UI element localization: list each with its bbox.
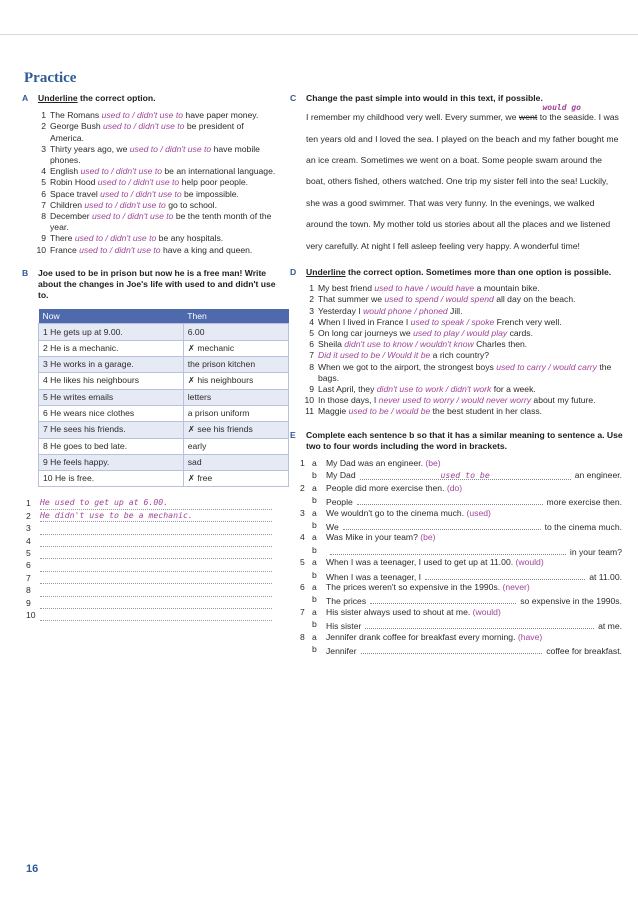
section-b-instruction — [22, 268, 276, 302]
sentence-b[interactable] — [290, 520, 623, 532]
section-letter: D — [290, 267, 297, 278]
item-number: 1 — [41, 110, 46, 121]
item-text: a rich country? — [430, 350, 490, 361]
option-choice: used to / didn't use to — [79, 244, 161, 255]
item-text: There — [50, 233, 75, 244]
list-item — [22, 245, 276, 256]
option-choice: Did it used to be / Would it be — [318, 350, 431, 361]
item-number: 7 — [309, 350, 314, 361]
item-text: Sheila — [318, 339, 345, 350]
item-number: 7 — [300, 606, 305, 617]
item-text: On long car journeys we — [318, 328, 414, 339]
sentence-b-start: Jennifer — [326, 645, 357, 656]
sentence-b[interactable] — [290, 594, 623, 606]
sentence-text — [326, 532, 436, 542]
item-text: When we got to the airport, the strongest boys — [318, 361, 497, 372]
sentence-a-text: The prices weren't so expensive in the 1990s. — [326, 582, 501, 592]
sentence-text — [326, 508, 491, 518]
item-text: Children — [50, 199, 85, 210]
page-number: 16 — [26, 863, 39, 875]
then-cell: ✗ see his friends — [183, 422, 288, 438]
option-choice: used to / didn't use to — [97, 177, 180, 188]
sentence-a-text: We wouldn't go to the cinema much. — [326, 507, 465, 518]
list-item — [290, 384, 623, 395]
sentence-a — [290, 508, 623, 520]
list-item — [290, 395, 623, 406]
table-row — [39, 340, 289, 356]
answer-number: 1 — [26, 498, 31, 509]
sentence-text — [326, 619, 622, 632]
item-text: be any hospitals. — [156, 233, 224, 244]
sentence-b[interactable] — [290, 619, 623, 631]
list-item — [22, 200, 276, 211]
now-then-table — [38, 309, 289, 487]
item-text: be impossible. — [181, 188, 239, 199]
item-text: go to school. — [165, 199, 217, 210]
item-text: Yesterday I — [318, 305, 364, 316]
list-item — [22, 211, 276, 233]
answer-gap[interactable] — [357, 495, 543, 505]
dotted-line — [40, 608, 272, 609]
label-b: b — [312, 495, 317, 506]
sentence-text — [326, 632, 542, 642]
label-b: b — [312, 619, 317, 630]
answer-line[interactable] — [26, 585, 276, 597]
table-row — [39, 324, 289, 340]
then-cell: a prison uniform — [183, 405, 288, 421]
answer-number: 9 — [26, 597, 31, 608]
dotted-line — [40, 583, 272, 584]
option-choice: used to carry / would carry — [496, 361, 597, 372]
sentence-a — [290, 582, 623, 594]
dotted-line — [40, 571, 272, 572]
answer-line[interactable] — [26, 536, 276, 548]
answer-number: 8 — [26, 585, 31, 596]
label-b: b — [312, 594, 317, 605]
section-d-items — [290, 283, 623, 417]
item-number: 6 — [300, 582, 305, 592]
sentence-b-start: When I was a teenager, I — [326, 571, 422, 582]
section-c-instruction — [290, 93, 623, 112]
sentence-text — [326, 458, 441, 468]
now-cell: 9 He feels happy. — [39, 454, 184, 470]
sentence-b-end: at 11.00. — [589, 571, 622, 582]
section-a-instruction — [22, 93, 276, 104]
then-cell: sad — [183, 454, 288, 470]
answer-line[interactable] — [26, 610, 276, 622]
list-item — [290, 350, 623, 361]
answer-line[interactable] — [26, 498, 276, 510]
item-text: Robin Hood — [50, 177, 98, 188]
item-text: George Bush — [50, 121, 104, 132]
then-cell: 6.00 — [183, 324, 288, 340]
sentence-a — [290, 483, 623, 495]
item-text: help poor people. — [179, 177, 249, 188]
sentence-a — [290, 607, 623, 619]
item-text: be the tenth month of the year. — [50, 211, 272, 233]
option-choice: didn't use to work / didn't work — [376, 384, 492, 395]
text-part: I remember my childhood very well. Every summer, we — [306, 112, 519, 123]
item-number: 6 — [309, 339, 314, 350]
list-item — [290, 283, 623, 294]
item-text: be an international language. — [162, 166, 276, 177]
then-cell: ✗ mechanic — [183, 340, 288, 356]
item-number: 2 — [300, 482, 305, 493]
list-item — [22, 177, 276, 188]
label-a: a — [312, 631, 317, 642]
label-b: b — [312, 544, 317, 555]
bracket-word: (would) — [515, 557, 544, 568]
then-cell: early — [183, 438, 288, 454]
answer-line[interactable] — [26, 548, 276, 560]
label-b: b — [312, 643, 317, 654]
item-number: 4 — [309, 316, 314, 327]
item-number: 2 — [41, 121, 46, 132]
label-b: b — [312, 470, 317, 481]
instruction-text: the correct option. — [77, 93, 156, 103]
table-row — [39, 471, 289, 487]
bracket-word: (used) — [466, 507, 491, 518]
item-text: for a week. — [491, 384, 536, 395]
item-text: have mobile phones. — [50, 143, 260, 166]
section-d-instruction — [290, 267, 623, 278]
list-item — [22, 121, 276, 143]
label-a: a — [312, 557, 317, 568]
list-item — [22, 166, 276, 177]
option-choice: didn't use to know / wouldn't know — [344, 339, 474, 350]
sentence-b-start: We — [326, 522, 339, 533]
table-row — [39, 373, 289, 389]
item-number: 10 — [304, 395, 314, 406]
sentence-a — [290, 532, 623, 544]
sentence-text — [326, 582, 530, 592]
item-number: 1 — [309, 283, 314, 294]
table-row — [39, 438, 289, 454]
now-cell: 5 He writes emails — [39, 389, 184, 405]
item-text: a mountain bike. — [474, 283, 540, 294]
sentence-b-start: The prices — [326, 596, 367, 607]
item-number: 2 — [309, 294, 314, 305]
item-number: 8 — [300, 631, 305, 642]
sentence-b[interactable] — [290, 570, 623, 582]
bracket-word: (be) — [420, 532, 436, 543]
bracket-word: (never) — [502, 582, 530, 592]
label-a: a — [312, 532, 317, 543]
sentence-b-end: an engineer. — [574, 470, 622, 481]
dotted-line — [40, 558, 272, 559]
option-choice: used to play / would play — [413, 328, 508, 339]
list-item — [290, 317, 623, 328]
item-text: That summer we — [318, 294, 385, 305]
item-text: The Romans — [50, 110, 102, 121]
instruction-text: Complete each sentence b so that it has a similar meaning to sentence a. Use two to four words including the word in brackets. — [306, 429, 623, 451]
then-cell: ✗ his neighbours — [183, 373, 288, 389]
answer-line[interactable] — [26, 598, 276, 610]
item-number: 9 — [309, 384, 314, 395]
right-column — [290, 93, 623, 656]
label-b: b — [312, 520, 317, 531]
handwritten-answer: He used to get up at 6.00. — [40, 497, 169, 508]
sentence-text — [326, 594, 622, 607]
now-cell: 3 He works in a garage. — [39, 357, 184, 373]
sentence-a — [290, 632, 623, 644]
col-header-then: Then — [183, 309, 288, 324]
list-item — [290, 306, 623, 317]
page-title: Practice — [24, 70, 77, 86]
instruction-underline-word: Underline — [38, 93, 78, 103]
answer-line[interactable] — [26, 573, 276, 585]
item-text: My best friend — [318, 283, 375, 294]
list-item — [22, 144, 276, 166]
now-cell: 8 He goes to bed late. — [39, 438, 184, 454]
dotted-line — [40, 534, 272, 535]
item-number: 5 — [309, 328, 314, 339]
sentence-a — [290, 557, 623, 569]
item-text: be president of America. — [50, 121, 244, 143]
item-text: the bags. — [318, 361, 612, 383]
sentence-b-start: His sister — [326, 621, 362, 632]
table-row — [39, 389, 289, 405]
answer-line[interactable] — [26, 511, 276, 523]
label-a: a — [312, 582, 317, 592]
sentence-text — [326, 644, 622, 657]
item-number: 9 — [41, 233, 46, 244]
now-cell: 10 He is free. — [39, 471, 184, 487]
item-number: 6 — [41, 188, 46, 199]
list-item — [290, 406, 623, 417]
item-text: about my future. — [531, 395, 596, 406]
now-cell: 6 He wears nice clothes — [39, 405, 184, 421]
sentence-text — [326, 483, 462, 493]
sentence-text — [326, 570, 622, 583]
list-item — [290, 294, 623, 305]
handwritten-answer: He didn't use to be a mechanic. — [40, 509, 193, 520]
section-letter: A — [22, 93, 29, 103]
sentence-text — [326, 557, 544, 567]
sentence-text — [326, 607, 501, 617]
sentence-text — [326, 470, 622, 481]
option-choice: used to / didn't use to — [80, 166, 163, 177]
item-text: Space travel — [50, 188, 101, 199]
answer-line[interactable] — [26, 523, 276, 535]
instruction-text: Change the past simple into would in this text, if possible. — [306, 93, 543, 103]
item-number: 10 — [36, 244, 46, 255]
item-text: all day on the beach. — [493, 294, 576, 305]
now-cell: 1 He gets up at 9.00. — [39, 324, 184, 340]
top-rule — [0, 34, 638, 35]
section-a-items — [22, 110, 276, 256]
sentence-text — [326, 545, 622, 558]
then-cell: letters — [183, 389, 288, 405]
option-choice: used to / didn't use to — [129, 143, 212, 154]
table-row — [39, 357, 289, 373]
table-row — [39, 405, 289, 421]
answer-gap[interactable] — [330, 545, 566, 555]
struck-word: went — [518, 112, 538, 123]
option-choice: used to / didn't use to — [92, 211, 174, 222]
col-header-now: Now — [39, 309, 184, 324]
sentence-b-end: at me. — [598, 621, 622, 632]
option-choice: used to spend / would spend — [384, 294, 494, 305]
sentence-b[interactable] — [290, 495, 623, 507]
item-text: cards. — [507, 328, 533, 339]
option-choice: used to speak / spoke — [410, 316, 495, 327]
sentence-text — [326, 520, 622, 533]
sentence-b[interactable] — [290, 545, 623, 557]
then-cell: the prison kitchen — [183, 357, 288, 373]
sentence-a-text: My Dad was an engineer. — [326, 458, 423, 469]
option-choice: used to / didn't use to — [84, 199, 166, 210]
item-number: 5 — [300, 557, 305, 568]
item-number: 8 — [41, 211, 46, 222]
item-text: France — [50, 244, 80, 255]
item-text: Jill. — [447, 305, 463, 316]
list-item — [290, 339, 623, 350]
answer-gap[interactable] — [370, 594, 516, 604]
item-text: Last April, they — [318, 384, 377, 395]
bracket-word: (would) — [472, 606, 501, 617]
instruction-text: the correct option. Sometimes more than one option is possible. — [345, 267, 612, 278]
item-text: December — [50, 211, 93, 222]
answer-number: 6 — [26, 560, 31, 571]
list-item — [22, 189, 276, 200]
item-text: have paper money. — [183, 110, 259, 121]
sentence-b-start: My Dad — [326, 470, 356, 481]
sentence-text — [326, 495, 622, 508]
sentence-b-end: more exercise then. — [546, 497, 622, 508]
answer-gap[interactable] — [425, 570, 585, 580]
option-choice: used to / didn't use to — [100, 188, 182, 199]
answer-number: 4 — [26, 535, 31, 546]
option-choice: used to / didn't use to — [103, 121, 185, 132]
bracket-word: (be) — [425, 458, 441, 469]
answer-lines — [22, 498, 276, 622]
item-number: 3 — [309, 305, 314, 316]
item-text: French very well. — [494, 316, 562, 327]
handwritten-correction: would go — [542, 103, 581, 112]
label-a: a — [312, 507, 317, 518]
answer-gap[interactable] — [365, 619, 594, 629]
answer-line[interactable] — [26, 560, 276, 572]
sentence-a-text: Jennifer drank coffee for breakfast every morning. — [326, 631, 516, 642]
childhood-text — [290, 107, 623, 257]
label-a: a — [312, 606, 317, 617]
item-number: 4 — [300, 532, 305, 543]
answer-number: 10 — [26, 609, 36, 620]
item-text: Charles then. — [473, 339, 528, 350]
sentence-a-text: His sister always used to shout at me. — [326, 606, 471, 617]
sentence-b-end: in your team? — [569, 546, 622, 557]
item-text: Thirty years ago, we — [50, 143, 130, 154]
answer-number: 2 — [26, 510, 31, 521]
bracket-word: (do) — [446, 482, 463, 493]
label-a: a — [312, 458, 317, 469]
text-part: to the seaside. I was ten years old and I loved the sea. I played on the beach and my father bought me an ice cream. Sometimes we went on a boat. Some people swam around the boat, others fished, others watched. One trip my sister fell into the sea! Luckily, she was a good swimmer. That was very funny. In the evenings, we walked around the town. My mother told us stories about all the places and we listened very carefully. At night I fell asleep feeling very happy. A wonderful time! — [306, 112, 619, 251]
dotted-line — [40, 596, 272, 597]
section-letter: B — [22, 267, 29, 278]
dotted-line — [40, 620, 272, 621]
section-e-instruction — [290, 430, 623, 452]
section-letter: E — [290, 429, 296, 440]
instruction-text: Joe used to be in prison but now he is a free man! Write about the changes in Joe's life with used to and didn't use to. — [38, 267, 276, 301]
instruction-underline-word: Underline — [306, 267, 346, 278]
item-text: When I lived in France I — [318, 316, 411, 327]
answer-number: 7 — [26, 572, 31, 583]
sentence-a-text: People did more exercise then. — [326, 482, 445, 493]
item-text: have a king and queen. — [160, 244, 253, 255]
item-number: 7 — [41, 199, 46, 210]
answer-number: 3 — [26, 523, 31, 534]
answer-gap[interactable] — [343, 520, 541, 530]
dotted-line — [40, 546, 272, 547]
left-column — [22, 93, 276, 622]
sentence-b-end: coffee for breakfast. — [546, 645, 622, 656]
sentence-b-end: to the cinema much. — [544, 522, 622, 533]
now-cell: 7 He sees his friends. — [39, 422, 184, 438]
sentence-a-text: Was Mike in your team? — [326, 532, 418, 543]
handwritten-answer: used to be — [440, 470, 490, 481]
item-number: 8 — [309, 361, 314, 372]
dotted-line — [40, 521, 272, 522]
sentence-a-text: When I was a teenager, I used to get up at 11.00. — [326, 557, 514, 568]
answer-gap[interactable] — [361, 644, 543, 654]
sentence-a — [290, 458, 623, 470]
item-text: the best student in her class. — [430, 406, 543, 417]
now-cell: 2 He is a mechanic. — [39, 340, 184, 356]
list-item — [290, 362, 623, 384]
bracket-word: (have) — [517, 631, 543, 642]
option-choice: used to / didn't use to — [101, 110, 184, 121]
answer-gap[interactable] — [360, 470, 571, 480]
option-choice: used to have / would have — [374, 283, 475, 294]
item-text: English — [50, 166, 81, 177]
label-a: a — [312, 482, 317, 493]
list-item — [22, 110, 276, 121]
sentence-b[interactable] — [290, 470, 623, 482]
item-number: 1 — [300, 458, 305, 469]
sentence-b[interactable] — [290, 644, 623, 656]
item-text: Maggie — [318, 406, 349, 417]
section-e-items — [290, 458, 623, 656]
option-choice: never used to worry / would never worry — [378, 395, 532, 406]
list-item — [22, 233, 276, 244]
item-number: 11 — [305, 406, 314, 417]
option-choice: would phone / phoned — [363, 305, 448, 316]
table-row — [39, 454, 289, 470]
option-choice: used to / didn't use to — [74, 233, 157, 244]
item-number: 3 — [300, 507, 305, 518]
item-number: 3 — [41, 143, 46, 154]
option-choice: used to be / would be — [348, 406, 431, 417]
answer-number: 5 — [26, 547, 31, 558]
label-b: b — [312, 569, 317, 580]
list-item — [290, 328, 623, 339]
item-number: 4 — [41, 166, 46, 177]
item-text: In those days, I — [318, 395, 379, 406]
then-cell: ✗ free — [183, 471, 288, 487]
table-row — [39, 422, 289, 438]
item-number: 5 — [41, 177, 46, 188]
now-cell: 4 He likes his neighbours — [39, 373, 184, 389]
sentence-b-end: so expensive in the 1990s. — [520, 596, 622, 607]
sentence-b-start: People — [326, 497, 353, 508]
section-letter: C — [290, 93, 297, 103]
